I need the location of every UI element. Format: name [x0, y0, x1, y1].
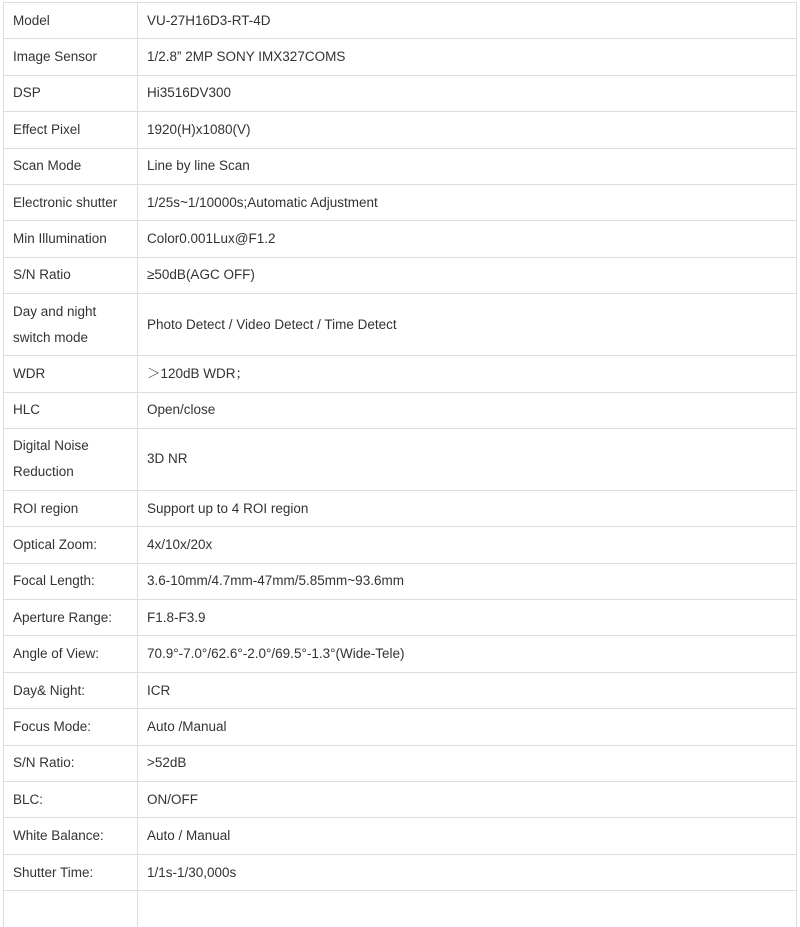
spec-value: Color0.001Lux@F1.2	[138, 221, 797, 257]
spec-label: Focus Mode:	[4, 709, 138, 745]
spec-label: Angle of View:	[4, 636, 138, 672]
spec-label: DSP	[4, 75, 138, 111]
spec-row-sn-ratio-2	[4, 745, 797, 781]
spec-value: >52dB	[138, 745, 797, 781]
spec-value: Open/close	[138, 392, 797, 428]
spec-value: Hi3516DV300	[138, 75, 797, 111]
spec-value	[138, 891, 797, 927]
spec-label: Min Illumination	[4, 221, 138, 257]
spec-row-model	[4, 3, 797, 39]
spec-row-roi-region	[4, 490, 797, 526]
spec-row-dsp	[4, 75, 797, 111]
spec-label: Shutter Time:	[4, 854, 138, 890]
spec-row-digital-noise-reduction	[4, 428, 797, 490]
spec-label: HLC	[4, 392, 138, 428]
spec-row-focus-mode	[4, 709, 797, 745]
spec-value: Line by line Scan	[138, 148, 797, 184]
spec-value: ICR	[138, 672, 797, 708]
spec-label: Scan Mode	[4, 148, 138, 184]
spec-value: 3.6-10mm/4.7mm-47mm/5.85mm~93.6mm	[138, 563, 797, 599]
spec-row-min-illumination	[4, 221, 797, 257]
spec-label: Optical Zoom:	[4, 527, 138, 563]
spec-label: Aperture Range:	[4, 600, 138, 636]
spec-row-image-sensor	[4, 39, 797, 75]
spec-row-hlc	[4, 392, 797, 428]
spec-value: 4x/10x/20x	[138, 527, 797, 563]
spec-label: Effect Pixel	[4, 112, 138, 148]
spec-value: ≥50dB(AGC OFF)	[138, 257, 797, 293]
spec-label: ROI region	[4, 490, 138, 526]
spec-label: Focal Length:	[4, 563, 138, 599]
spec-label: WDR	[4, 356, 138, 392]
spec-row-aperture-range	[4, 600, 797, 636]
spec-value: Auto /Manual	[138, 709, 797, 745]
spec-value: ＞120dB WDR；	[138, 356, 797, 392]
spec-value: Photo Detect / Video Detect / Time Detect	[138, 294, 797, 356]
spec-label: White Balance:	[4, 818, 138, 854]
spec-label: Model	[4, 3, 138, 39]
spec-value: 70.9°-7.0°/62.6°-2.0°/69.5°-1.3°(Wide-Tele)	[138, 636, 797, 672]
spec-row-focal-length	[4, 563, 797, 599]
spec-value: 1920(H)x1080(V)	[138, 112, 797, 148]
spec-table	[3, 2, 797, 927]
spec-label: Digital Noise Reduction	[4, 428, 138, 490]
spec-label: S/N Ratio:	[4, 745, 138, 781]
spec-value: 1/2.8” 2MP SONY IMX327COMS	[138, 39, 797, 75]
spec-row-day-night	[4, 672, 797, 708]
spec-value: Support up to 4 ROI region	[138, 490, 797, 526]
spec-label: BLC:	[4, 782, 138, 818]
spec-row-blc	[4, 782, 797, 818]
spec-row-electronic-shutter	[4, 184, 797, 220]
spec-label: Electronic shutter	[4, 184, 138, 220]
spec-row-optical-zoom	[4, 527, 797, 563]
spec-value: VU-27H16D3-RT-4D	[138, 3, 797, 39]
spec-value: 1/25s~1/10000s;Automatic Adjustment	[138, 184, 797, 220]
spec-label	[4, 891, 138, 927]
spec-row-wdr	[4, 356, 797, 392]
spec-row-day-night-switch	[4, 294, 797, 356]
spec-value: Auto / Manual	[138, 818, 797, 854]
spec-row-scan-mode	[4, 148, 797, 184]
spec-label: Day& Night:	[4, 672, 138, 708]
spec-row-angle-of-view	[4, 636, 797, 672]
spec-value: 1/1s-1/30,000s	[138, 854, 797, 890]
spec-row-partial	[4, 891, 797, 927]
spec-row-white-balance	[4, 818, 797, 854]
spec-row-shutter-time	[4, 854, 797, 890]
spec-label: S/N Ratio	[4, 257, 138, 293]
spec-label: Day and night switch mode	[4, 294, 138, 356]
spec-label: Image Sensor	[4, 39, 138, 75]
spec-value: 3D NR	[138, 428, 797, 490]
spec-value: F1.8-F3.9	[138, 600, 797, 636]
spec-row-effect-pixel	[4, 112, 797, 148]
spec-row-sn-ratio	[4, 257, 797, 293]
spec-value: ON/OFF	[138, 782, 797, 818]
